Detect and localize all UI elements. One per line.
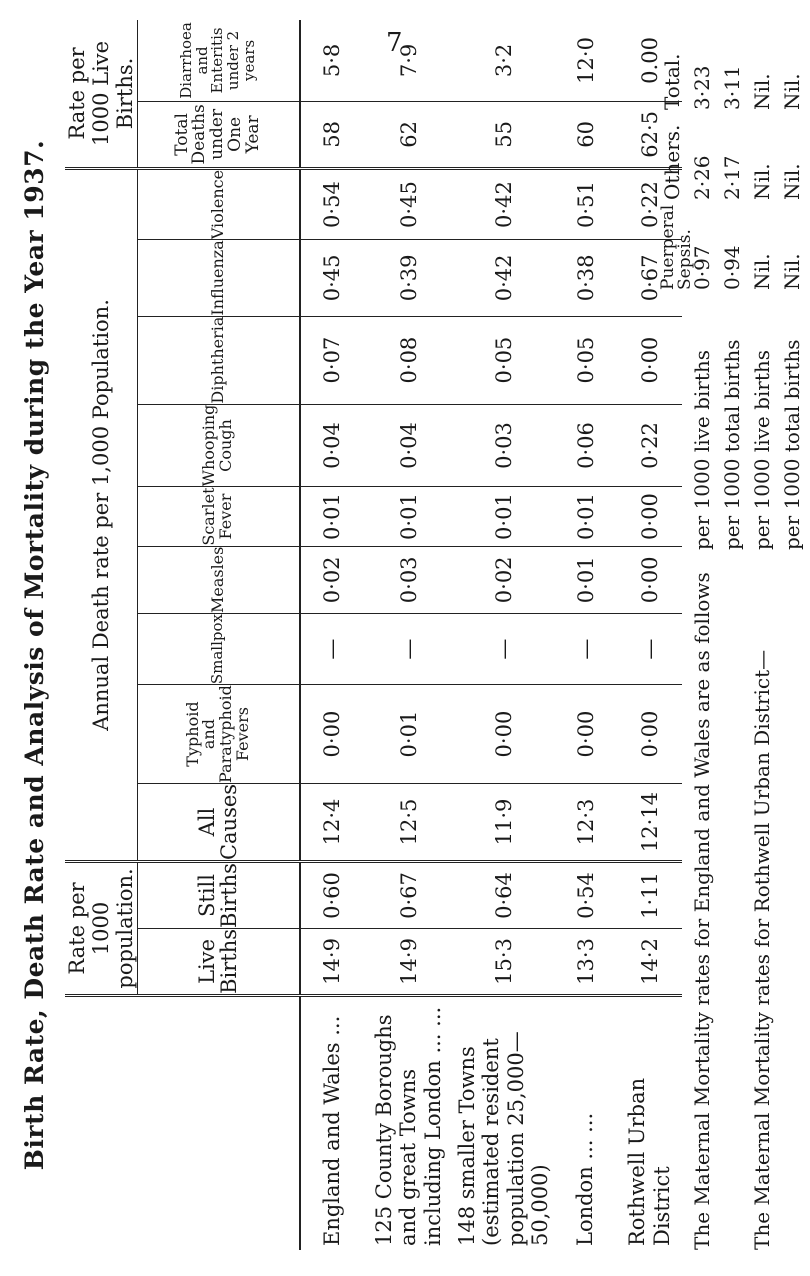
whooping-cough-header: Whooping Cough [138,404,300,487]
violence-value: 0·22 [618,168,682,239]
diphtheria-header: Diphtheria [138,316,300,404]
smallpox-header: Smallpox [138,614,300,685]
violence-value: 0·45 [364,168,454,239]
total-value: Nil. [750,73,774,110]
diarrhoea-value: 0.00 [618,20,682,101]
rothwell-maternal-intro: The Maternal Mortality rates for Rothwell Urban District— [750,649,774,1250]
typhoid-value: 0·00 [618,685,682,784]
measles-value: 0·02 [300,546,364,613]
still-births-value: 1·11 [618,862,682,929]
whooping-cough-value: 0·22 [618,404,682,487]
scarlet-fever-header: Scarlet Fever [138,487,300,546]
still-births-value: 0·67 [364,862,454,929]
live-births-header: Live Births [138,928,300,995]
all-causes-value: 12·4 [300,783,364,861]
whooping-cough-value: 0·04 [364,404,454,487]
table-row [454,20,554,1250]
table-row [300,20,364,1250]
typhoid-value: 0·00 [300,685,364,784]
diphtheria-value: 0·07 [300,316,364,404]
all-causes-header: All Causes [138,783,300,861]
typhoid-value: 0·00 [454,685,554,784]
smallpox-value: — [554,614,618,685]
measles-value: 0·03 [364,546,454,613]
scarlet-fever-value: 0·01 [554,487,618,546]
rothwell-maternal-row [750,20,780,1250]
diarrhoea-value: 3·2 [454,20,554,101]
measles-value: 0·02 [454,546,554,613]
puerperal-value: 0·94 [720,245,744,290]
row-label: England and Wales ... [300,995,364,1250]
scarlet-fever-value: 0·00 [618,487,682,546]
all-causes-value: 12·3 [554,783,618,861]
puerperal-value: Nil. [780,253,804,290]
still-births-header: Still Births [138,862,300,929]
typhoid-value: 0·01 [364,685,454,784]
measles-value: 0·01 [554,546,618,613]
influenza-value: 0·45 [300,240,364,316]
typhoid-value: 0·00 [554,685,618,784]
others-value: 2·26 [690,155,714,200]
puerperal-sepsis-header: Puerperal Sepsis. [658,204,695,290]
births-group-header: Rate per 1000 population. [65,862,138,996]
diphtheria-value: 0·05 [454,316,554,404]
measles-value: 0·00 [618,546,682,613]
total-value: 3·11 [720,65,744,110]
total-deaths-under-one-header: Total Deaths under One Year [138,101,300,168]
influenza-header: Influenza [138,240,300,316]
page-title: Birth Rate, Death Rate and Analysis of Mortality during the Year 1937. [20,139,49,1171]
diphtheria-value: 0·00 [618,316,682,404]
rotated-table-sheet [20,20,804,1250]
all-causes-value: 12·5 [364,783,454,861]
violence-value: 0·42 [454,168,554,239]
whooping-cough-value: 0·06 [554,404,618,487]
basis-label: per 1000 live births [750,349,774,550]
mortality-table [65,20,682,1250]
influenza-value: 0·42 [454,240,554,316]
total-value: Nil. [780,73,804,110]
still-births-value: 0·54 [554,862,618,929]
smallpox-value: — [300,614,364,685]
influenza-value: 0·67 [618,240,682,316]
infant-deaths-value: 62 [364,101,454,168]
maternal-mortality-notes [660,20,810,1250]
diphtheria-value: 0·08 [364,316,454,404]
diarrhoea-value: 7·9 [364,20,454,101]
others-value: Nil. [780,163,804,200]
live-births-value: 15·3 [454,928,554,995]
all-causes-value: 12·14 [618,783,682,861]
smallpox-value: — [618,614,682,685]
rothwell-maternal-row [780,20,810,1250]
ew-maternal-row [690,20,720,1250]
smallpox-value: — [364,614,454,685]
scarlet-fever-value: 0·01 [454,487,554,546]
basis-label: per 1000 total births [780,339,804,550]
row-label: Rothwell Urban District [625,1077,674,1246]
scarlet-fever-value: 0·01 [300,487,364,546]
puerperal-value: Nil. [750,253,774,290]
total-value: 3·23 [690,65,714,110]
page-number: 7 [386,28,403,58]
row-label: 125 County Boroughs and great Towns including London ... ... [372,1006,445,1246]
table-row [364,20,454,1250]
basis-label: per 1000 total births [720,339,744,550]
maternal-header-row [658,20,695,1250]
infant-deaths-value: 62·5 [618,101,682,168]
violence-value: 0·51 [554,168,618,239]
still-births-value: 0·64 [454,862,554,929]
ew-maternal-intro: The Maternal Mortality rates for England and Wales are as follows [690,572,714,1250]
live-births-value: 14·9 [300,928,364,995]
scarlet-fever-value: 0·01 [364,487,454,546]
live-births-value: 14·9 [364,928,454,995]
typhoid-header: Typhoid and Paratyphoid Fevers [138,685,300,784]
others-header: Others. [660,124,684,200]
diarrhoea-header: Diarrhoea and Enteritis under 2 years [138,20,300,101]
row-label: London ... ... [573,1112,598,1246]
others-value: 2·17 [720,155,744,200]
infant-mortality-group-header: Rate per 1000 Live Births. [65,20,138,168]
smallpox-value: — [454,614,554,685]
infant-deaths-value: 60 [554,101,618,168]
still-births-value: 0·60 [300,862,364,929]
diphtheria-value: 0·05 [554,316,618,404]
diarrhoea-value: 5·8 [300,20,364,101]
violence-header: Violence [138,168,300,239]
live-births-value: 14·2 [618,928,682,995]
live-births-value: 13·3 [554,928,618,995]
diarrhoea-value: 12·0 [554,20,618,101]
influenza-value: 0·39 [364,240,454,316]
others-value: Nil. [750,163,774,200]
measles-header: Measles [138,546,300,613]
total-header: Total. [660,53,684,110]
all-causes-value: 11·9 [454,783,554,861]
infant-deaths-value: 58 [300,101,364,168]
table-row [554,20,618,1250]
infant-deaths-value: 55 [454,101,554,168]
row-label-header [65,995,300,1250]
death-rate-group-header: Annual Death rate per 1,000 Population. [65,168,138,861]
whooping-cough-value: 0·03 [454,404,554,487]
ew-maternal-row [720,20,750,1250]
puerperal-value: 0·97 [690,245,714,290]
row-label: 148 smaller Towns (estimated resident population 25,000—50,000) [455,1031,552,1246]
whooping-cough-value: 0·04 [300,404,364,487]
violence-value: 0·54 [300,168,364,239]
influenza-value: 0·38 [554,240,618,316]
basis-label: per 1000 live births [690,349,714,550]
